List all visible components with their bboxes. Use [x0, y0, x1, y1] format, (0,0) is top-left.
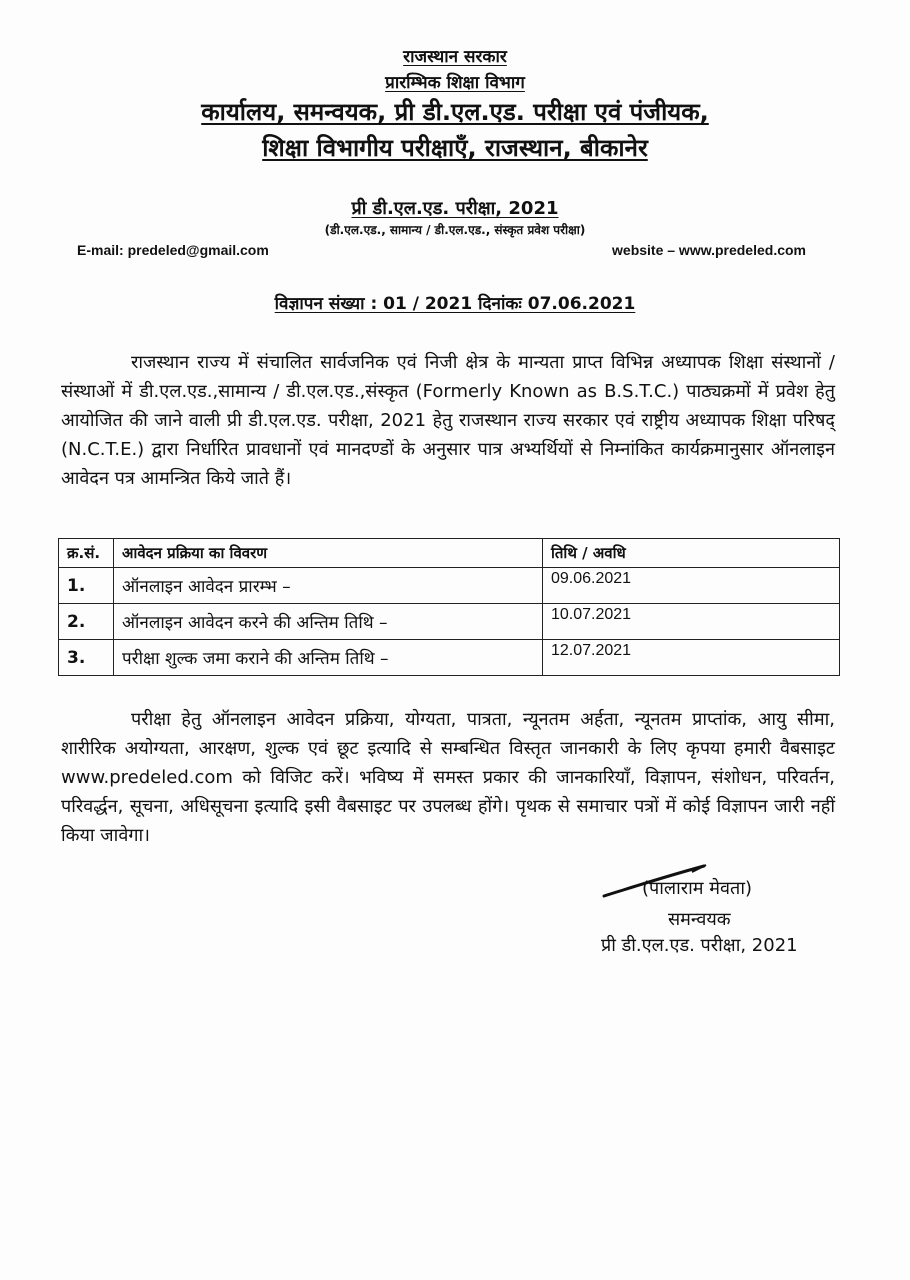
email-contact: E-mail: predeled@gmail.com	[77, 242, 269, 258]
row-date: 09.06.2021	[543, 568, 840, 604]
header-description: आवेदन प्रक्रिया का विवरण	[114, 539, 543, 568]
header-sno: क्र.सं.	[59, 539, 114, 568]
row-description: परीक्षा शुल्क जमा कराने की अन्तिम तिथि –	[114, 640, 543, 676]
row-sno: 3.	[59, 640, 114, 676]
advertisement-number: विज्ञापन संख्या : 01 / 2021 दिनांकः 07.06.2021	[274, 294, 636, 314]
exam-title: प्री डी.एल.एड. परीक्षा, 2021	[351, 198, 559, 219]
schedule-header-row	[59, 539, 840, 568]
website-contact: website – www.predeled.com	[612, 242, 806, 258]
row-sno: 2.	[59, 604, 114, 640]
table-row	[59, 640, 840, 676]
exam-subtitle: (डी.एल.एड., सामान्य / डी.एल.एड., संस्कृत प्रवेश परीक्षा)	[324, 223, 586, 237]
info-paragraph: परीक्षा हेतु ऑनलाइन आवेदन प्रक्रिया, योग्यता, पात्रता, न्यूनतम अर्हता, न्यूनतम प्राप्तांक, आयु सीमा, शारीरिक अयोग्यता, आरक्षण, शुल्क एवं छूट इत्यादि से सम्बन्धित विस्तृत जानकारी के लिए कृपया हमारी वैबसाइट www.predeled.com को विजिट करें। भविष्य में समस्त प्रकार की जानकारियाँ, विज्ञापन, संशोधन, परिवर्तन, परिवर्द्धन, सूचना, अधिसूचना इत्यादि इसी वैबसाइट पर उपलब्ध होंगे। पृथक से समाचार पत्रों में कोई विज्ञापन जारी नहीं किया जावेगा।	[61, 709, 835, 846]
intro-paragraph: राजस्थान राज्य में संचालित सार्वजनिक एवं निजी क्षेत्र के मान्यता प्राप्त विभिन्न अध्यापक शिक्षा संस्थानों / संस्थाओं में डी.एल.एड.,सामान्य / डी.एल.एड.,संस्कृत (Formerly Known as B.S.T.C.) पाठ्यक्रमों में प्रवेश हेतु आयोजित की जाने वाली प्री डी.एल.एड. परीक्षा, 2021 हेतु राजस्थान राज्य सरकार एवं राष्ट्रीय अध्यापक शिक्षा परिषद् (N.C.T.E.) द्वारा निर्धारित प्रावधानों एवं मानदण्डों के अनुसार पात्र अभ्यर्थियों से निम्नांकित कार्यक्रमानुसार ऑनलाइन आवेदन पत्र आमन्त्रित किये जाते हैं।	[61, 352, 835, 489]
signatory-designation: समन्वयक	[668, 909, 731, 930]
row-description: ऑनलाइन आवेदन प्रारम्भ –	[114, 568, 543, 604]
office-heading-line1: कार्यालय, समन्वयक, प्री डी.एल.एड. परीक्षा एवं पंजीयक,	[201, 98, 709, 126]
department-heading: प्रारम्भिक शिक्षा विभाग	[385, 73, 525, 93]
row-date: 10.07.2021	[543, 604, 840, 640]
government-heading: राजस्थान सरकार	[403, 47, 507, 67]
header-date: तिथि / अवधि	[543, 539, 840, 568]
row-description: ऑनलाइन आवेदन करने की अन्तिम तिथि –	[114, 604, 543, 640]
table-row	[59, 568, 840, 604]
table-row	[59, 604, 840, 640]
signatory-name: (पालाराम मेवता)	[642, 878, 753, 899]
row-sno: 1.	[59, 568, 114, 604]
signatory-exam: प्री डी.एल.एड. परीक्षा, 2021	[601, 935, 798, 956]
office-heading-line2: शिक्षा विभागीय परीक्षाएँ, राजस्थान, बीकानेर	[262, 134, 648, 162]
schedule-table	[58, 538, 840, 676]
row-date: 12.07.2021	[543, 640, 840, 676]
